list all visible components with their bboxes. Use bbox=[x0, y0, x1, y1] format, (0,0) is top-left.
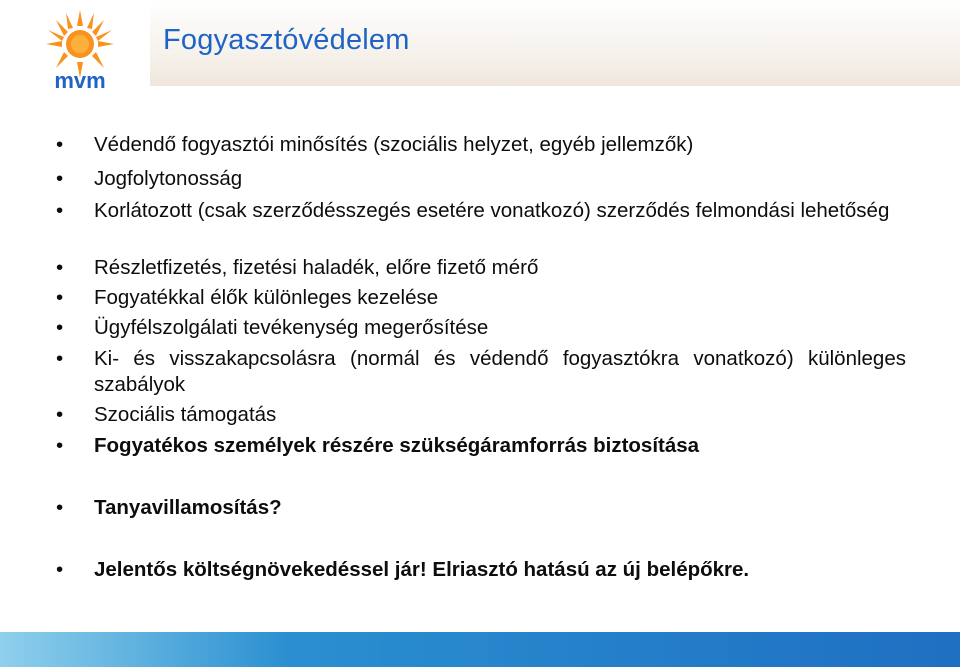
list-item-text: Részletfizetés, fizetési haladék, előre fizető mérő bbox=[94, 256, 539, 279]
logo-text: mvm bbox=[54, 68, 106, 92]
page-title: Fogyasztóvédelem bbox=[163, 24, 410, 56]
list-item-text: Tanyavillamosítás? bbox=[94, 496, 282, 519]
list-item-text: Jelentős költségnövekedéssel jár! Elriasztó hatású az új belépőkre. bbox=[94, 558, 750, 581]
list-item-text: Korlátozott (csak szerződésszegés esetére vonatkozó) szerződés felmondási lehetőség bbox=[94, 199, 890, 222]
list-item-text: Ügyfélszolgálati tevékenység megerősítése bbox=[94, 316, 489, 339]
bullet-icon: • bbox=[56, 286, 64, 309]
list-item-text: Ki- és visszakapcsolásra (normál és védendő fogyasztókra vonatkozó) különleges szabályok bbox=[94, 347, 906, 396]
list-item-text: Fogyatékos személyek részére szükségáramforrás biztosítása bbox=[94, 434, 700, 457]
bullet-icon: • bbox=[56, 434, 64, 457]
bullet-icon: • bbox=[56, 256, 64, 279]
list-item-text: Szociális támogatás bbox=[94, 403, 277, 426]
bullet-icon: • bbox=[56, 403, 64, 426]
mvm-logo bbox=[30, 8, 130, 92]
bullet-icon: • bbox=[56, 347, 64, 370]
bullet-icon: • bbox=[56, 496, 64, 519]
bullet-icon: • bbox=[56, 167, 64, 190]
list-item-text: Jogfolytonosság bbox=[94, 167, 243, 190]
list-item-text: Védendő fogyasztói minősítés (szociális helyzet, egyéb jellemzők) bbox=[94, 133, 694, 156]
bullet-icon: • bbox=[56, 316, 64, 339]
list-item-text: Fogyatékkal élők különleges kezelése bbox=[94, 286, 439, 309]
bullet-icon: • bbox=[56, 199, 64, 222]
bullet-icon: • bbox=[56, 558, 64, 581]
footer-bar bbox=[0, 632, 960, 667]
bullet-icon: • bbox=[56, 133, 64, 156]
